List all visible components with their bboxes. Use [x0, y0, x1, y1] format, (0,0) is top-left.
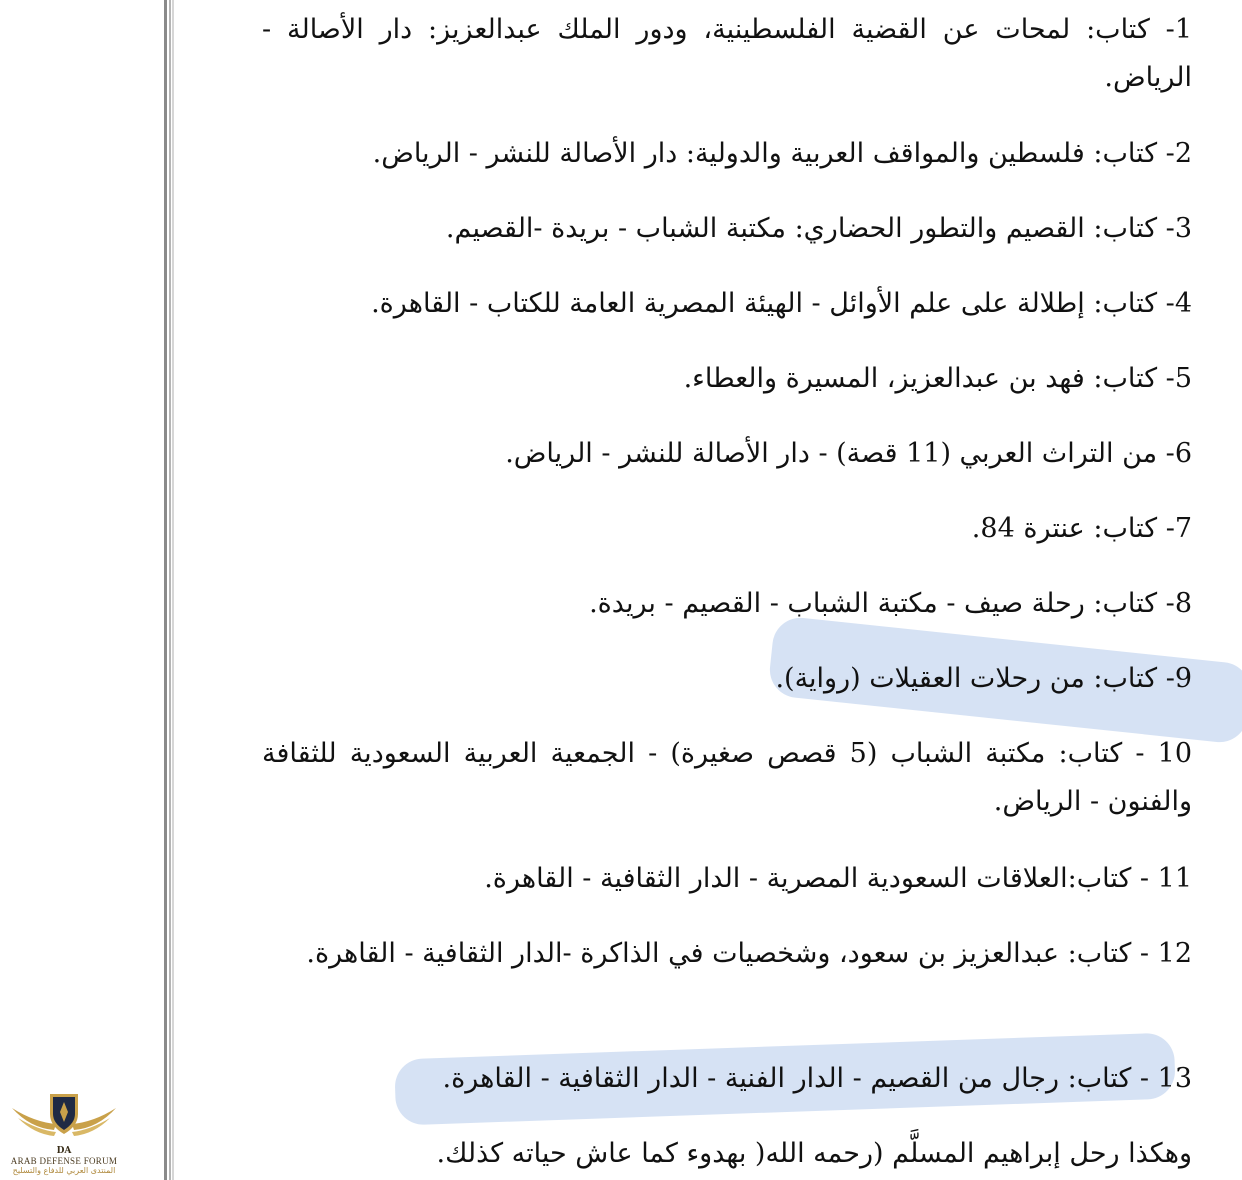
book-entry-1: 1- كتاب: لمحات عن القضية الفلسطينية، ودور الملك عبدالعزيز: دار الأصالة - الرياض.	[262, 14, 1192, 93]
book-entry-4: 4- كتاب: إطلالة على علم الأوائل - الهيئة المصرية العامة للكتاب - القاهرة.	[371, 288, 1192, 319]
book-entry-5: 5- كتاب: فهد بن عبدالعزيز، المسيرة والعطاء.	[683, 363, 1192, 394]
closing-line: وهكذا رحل إبراهيم المسلَّم (رحمه الله( بهدوء كما عاش حياته كذلك.	[436, 1138, 1192, 1169]
book-entry-2: 2- كتاب: فلسطين والمواقف العربية والدولية: دار الأصالة للنشر - الرياض.	[372, 138, 1192, 169]
logo-name-arabic: المنتدى العربي للدفاع والتسليح	[12, 1166, 116, 1175]
book-entry-10: 10 - كتاب: مكتبة الشباب (5 قصص صغيرة) - الجمعية العربية السعودية للثقافة والفنون - الرياض.	[262, 738, 1192, 817]
book-entry-3: 3- كتاب: القصيم والتطور الحضاري: مكتبة الشباب - بريدة -القصيم.	[445, 213, 1192, 244]
book-entry-6: 6- من التراث العربي (11 قصة) - دار الأصالة للنشر - الرياض.	[505, 438, 1192, 469]
page-border	[164, 0, 167, 1180]
logo-abbreviation: DA	[56, 1146, 72, 1156]
page-border-shadow-light	[172, 0, 174, 1180]
book-entry-9: 9- كتاب: من رحلات العقيلات (رواية).	[775, 663, 1192, 694]
winged-shield-icon	[8, 1088, 120, 1146]
book-entry-11: 11 - كتاب:العلاقات السعودية المصرية - الدار الثقافية - القاهرة.	[484, 863, 1192, 894]
page-border-shadow	[169, 0, 171, 1180]
arab-defense-forum-logo	[8, 1088, 120, 1178]
left-margin	[0, 0, 164, 1180]
book-entry-13: 13 - كتاب: رجال من القصيم - الدار الفنية - الدار الثقافية - القاهرة.	[442, 1063, 1192, 1094]
book-entry-12: 12 - كتاب: عبدالعزيز بن سعود، وشخصيات في الذاكرة -الدار الثقافية - القاهرة.	[306, 938, 1192, 969]
logo-name-english: ARAB DEFENSE FORUM	[10, 1156, 118, 1166]
book-entry-7: 7- كتاب: عنترة 84.	[971, 513, 1192, 544]
book-entry-8: 8- كتاب: رحلة صيف - مكتبة الشباب - القصيم - بريدة.	[589, 588, 1192, 619]
